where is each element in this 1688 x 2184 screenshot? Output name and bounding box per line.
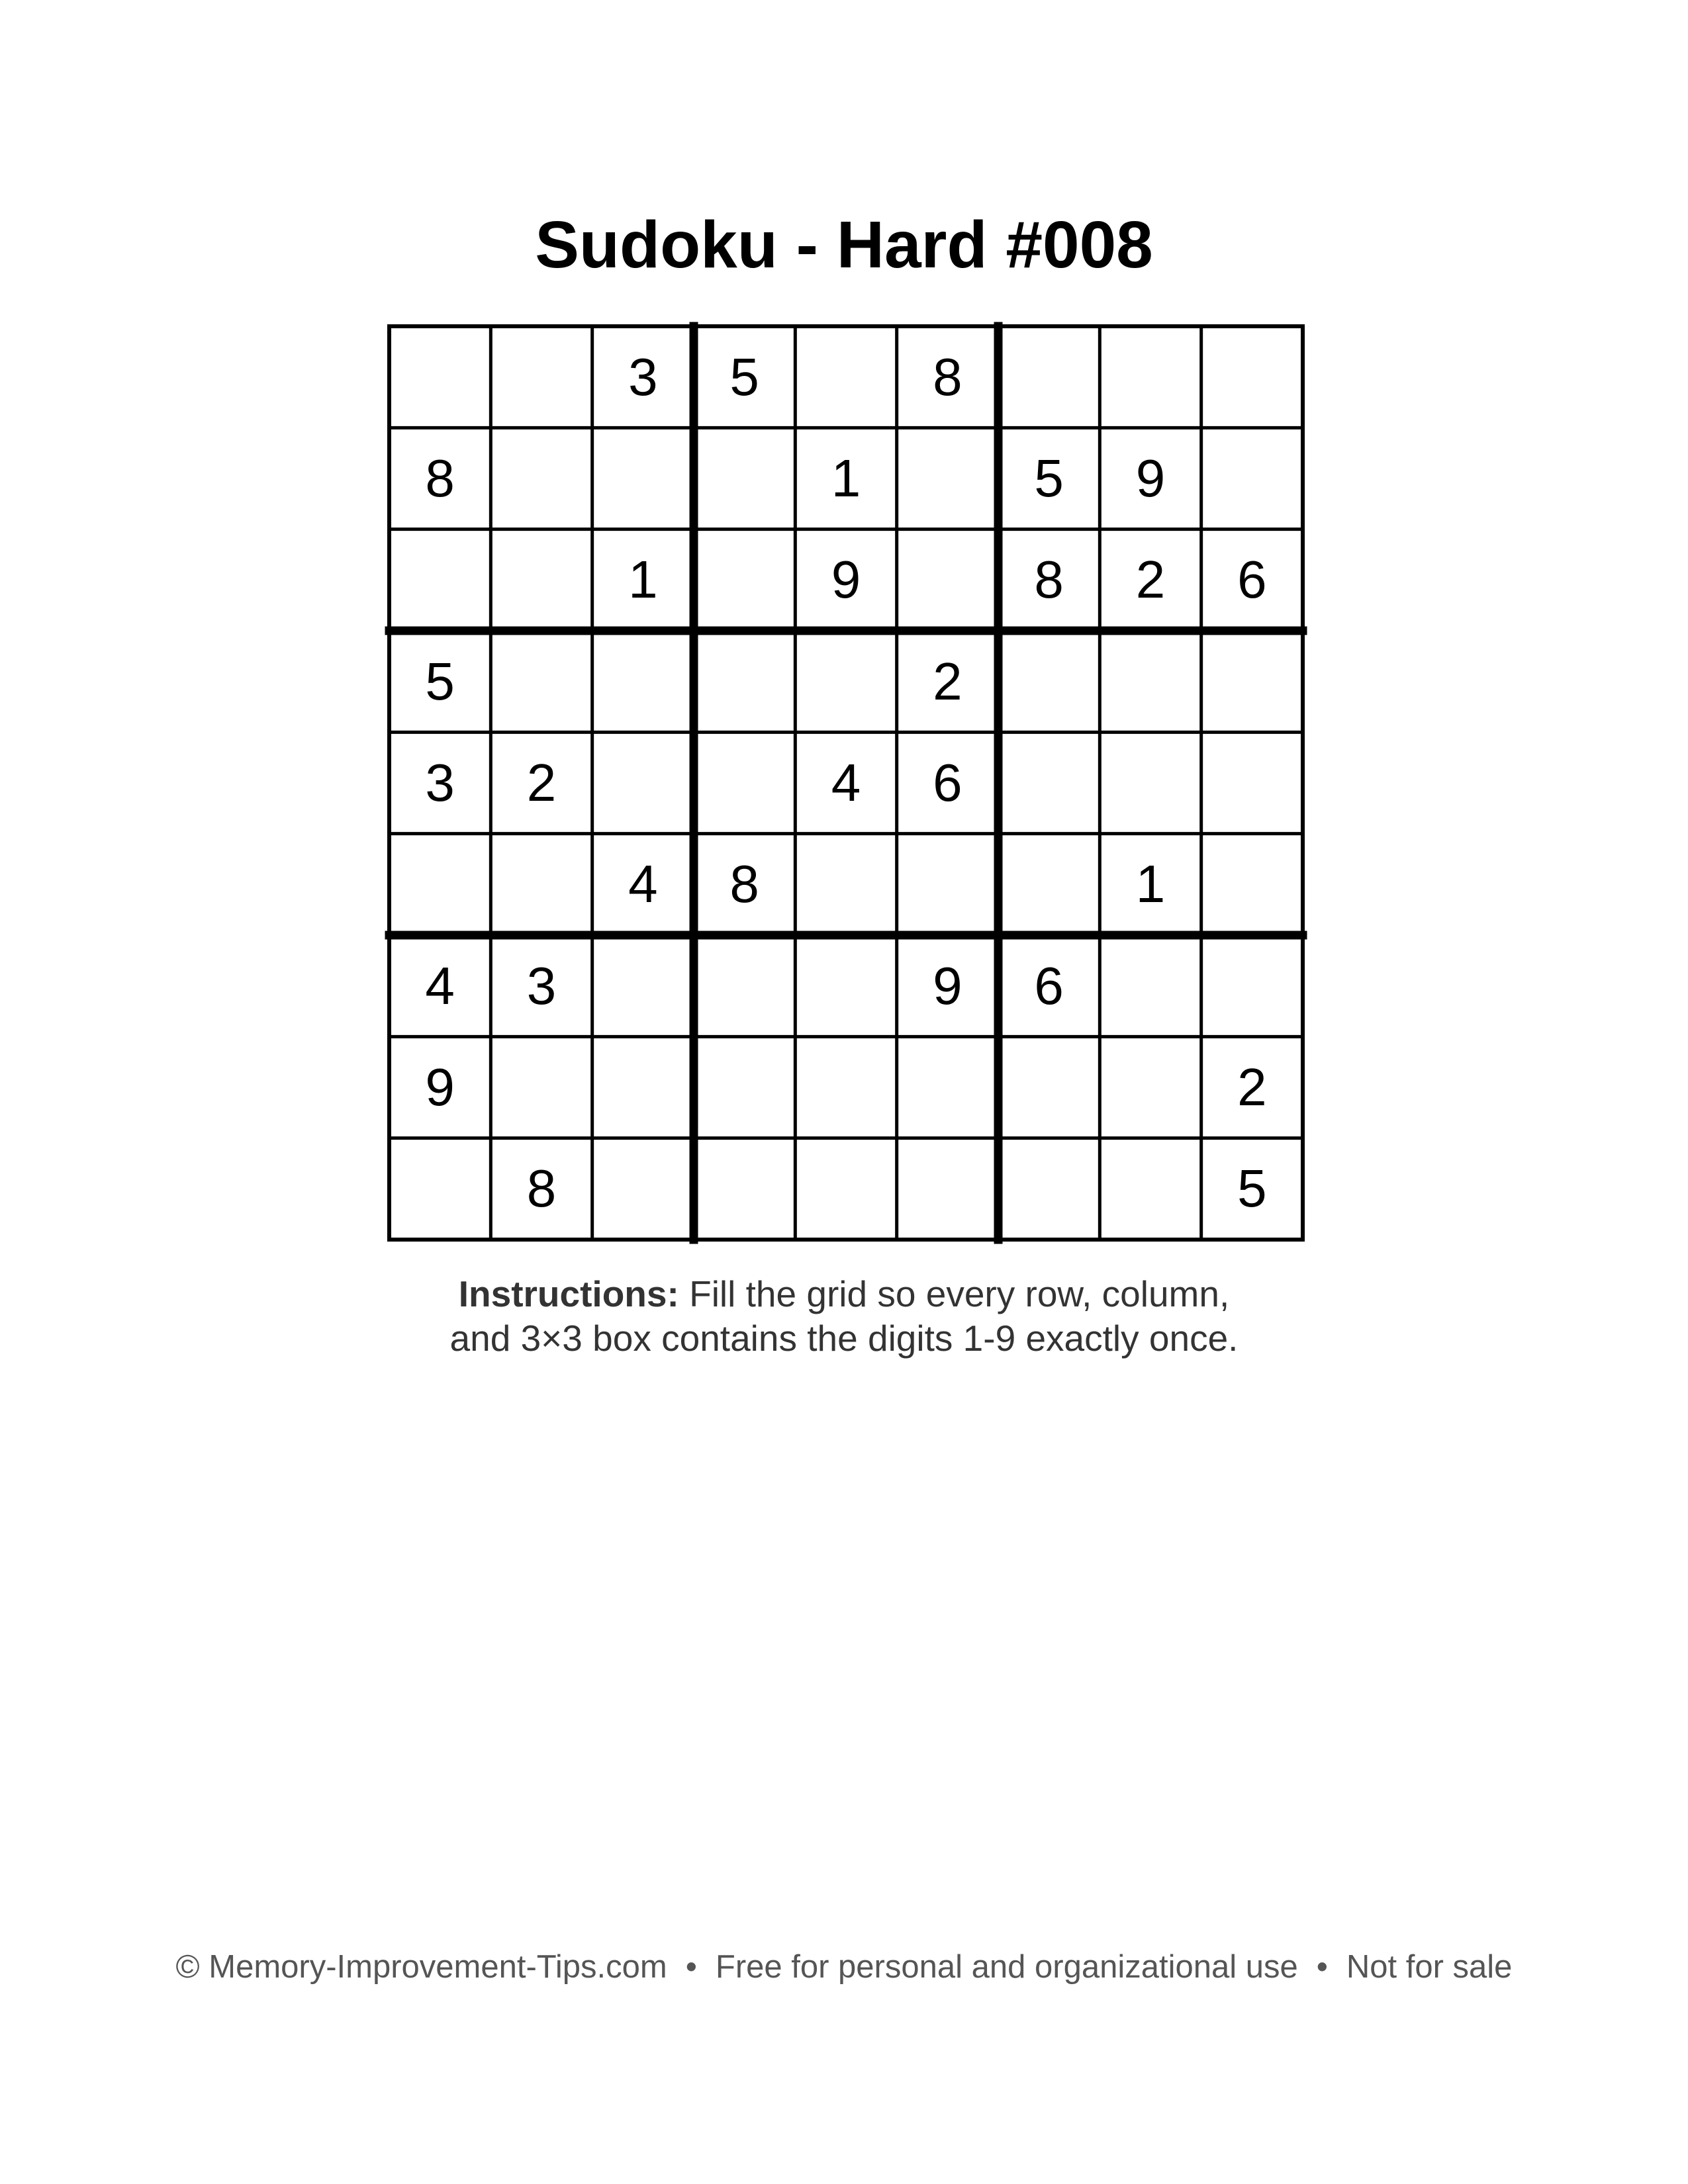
- empty-cell[interactable]: [1100, 631, 1201, 732]
- empty-cell[interactable]: [592, 428, 694, 529]
- given-cell[interactable]: 2: [933, 651, 962, 711]
- given-cell[interactable]: 5: [729, 347, 759, 406]
- given-cell[interactable]: 9: [425, 1057, 455, 1116]
- empty-cell[interactable]: [1100, 732, 1201, 833]
- instructions-text-1: Fill the grid so every row, column,: [689, 1273, 1230, 1314]
- empty-cell[interactable]: [897, 1138, 998, 1240]
- given-cell[interactable]: 5: [1034, 448, 1064, 508]
- empty-cell[interactable]: [998, 1138, 1100, 1240]
- given-cell[interactable]: 1: [628, 550, 658, 610]
- empty-cell[interactable]: [1201, 326, 1303, 428]
- empty-cell[interactable]: [389, 834, 491, 935]
- given-cell[interactable]: 5: [425, 651, 455, 711]
- instructions-text-2: and 3×3 box contains the digits 1-9 exactly once.: [449, 1318, 1239, 1359]
- instructions-label: Instructions:: [458, 1273, 679, 1314]
- empty-cell[interactable]: [592, 1036, 694, 1138]
- footer-separator: •: [1316, 1949, 1328, 1985]
- empty-cell[interactable]: [694, 428, 795, 529]
- empty-cell[interactable]: [998, 834, 1100, 935]
- given-cell[interactable]: 8: [425, 448, 455, 508]
- given-cell[interactable]: 2: [1237, 1057, 1267, 1116]
- empty-cell[interactable]: [795, 834, 896, 935]
- footer: [0, 1947, 1688, 1987]
- empty-cell[interactable]: [491, 834, 592, 935]
- given-cell[interactable]: 8: [933, 347, 962, 406]
- empty-cell[interactable]: [694, 732, 795, 833]
- given-cell[interactable]: 3: [628, 347, 658, 406]
- given-cell[interactable]: 5: [1237, 1159, 1267, 1218]
- empty-cell[interactable]: [694, 1036, 795, 1138]
- empty-cell[interactable]: [592, 631, 694, 732]
- given-cell[interactable]: 4: [425, 956, 455, 1015]
- given-cell[interactable]: 6: [933, 752, 962, 812]
- given-cell[interactable]: 6: [1034, 956, 1064, 1015]
- given-cell[interactable]: 1: [831, 448, 861, 508]
- given-cell[interactable]: 9: [831, 550, 861, 610]
- empty-cell[interactable]: [897, 1036, 998, 1138]
- footer-not-for-sale: Not for sale: [1346, 1949, 1513, 1985]
- page-title: Sudoku - Hard #008: [535, 208, 1153, 282]
- empty-cell[interactable]: [1100, 1138, 1201, 1240]
- footer-separator: •: [685, 1949, 697, 1985]
- given-cell[interactable]: 6: [1237, 550, 1267, 610]
- given-cell[interactable]: 8: [1034, 550, 1064, 610]
- empty-cell[interactable]: [389, 529, 491, 631]
- given-cell[interactable]: 2: [1135, 550, 1166, 610]
- empty-cell[interactable]: [694, 1138, 795, 1240]
- empty-cell[interactable]: [998, 326, 1100, 428]
- empty-cell[interactable]: [1201, 732, 1303, 833]
- empty-cell[interactable]: [1201, 834, 1303, 935]
- empty-cell[interactable]: [1201, 631, 1303, 732]
- empty-cell[interactable]: [491, 326, 592, 428]
- empty-cell[interactable]: [694, 935, 795, 1036]
- given-cell[interactable]: 8: [526, 1159, 557, 1218]
- empty-cell[interactable]: [1100, 1036, 1201, 1138]
- given-cell[interactable]: 4: [831, 752, 861, 812]
- empty-cell[interactable]: [694, 631, 795, 732]
- empty-cell[interactable]: [897, 834, 998, 935]
- empty-cell[interactable]: [998, 1036, 1100, 1138]
- empty-cell[interactable]: [389, 326, 491, 428]
- given-cell[interactable]: 8: [729, 854, 759, 914]
- empty-cell[interactable]: [491, 631, 592, 732]
- empty-cell[interactable]: [592, 732, 694, 833]
- instructions-line-1: [0, 1272, 1688, 1316]
- empty-cell[interactable]: [1201, 935, 1303, 1036]
- given-cell[interactable]: 3: [425, 752, 455, 812]
- empty-cell[interactable]: [1201, 428, 1303, 529]
- given-cell[interactable]: 2: [526, 752, 557, 812]
- given-cell[interactable]: 1: [1135, 854, 1166, 914]
- empty-cell[interactable]: [795, 326, 896, 428]
- empty-cell[interactable]: [491, 1036, 592, 1138]
- sudoku-grid: [389, 326, 1303, 1240]
- empty-cell[interactable]: [592, 935, 694, 1036]
- given-cell[interactable]: 3: [526, 956, 557, 1015]
- empty-cell[interactable]: [897, 428, 998, 529]
- empty-cell[interactable]: [389, 1138, 491, 1240]
- empty-cell[interactable]: [998, 732, 1100, 833]
- empty-cell[interactable]: [694, 529, 795, 631]
- given-cell[interactable]: 9: [933, 956, 962, 1015]
- empty-cell[interactable]: [1100, 935, 1201, 1036]
- instructions: [0, 1272, 1688, 1361]
- footer-usage: Free for personal and organizational use: [715, 1949, 1298, 1985]
- empty-cell[interactable]: [998, 631, 1100, 732]
- empty-cell[interactable]: [795, 935, 896, 1036]
- footer-copyright: © Memory-Improvement-Tips.com: [175, 1949, 667, 1985]
- empty-cell[interactable]: [491, 529, 592, 631]
- empty-cell[interactable]: [795, 1036, 896, 1138]
- empty-cell[interactable]: [897, 529, 998, 631]
- given-cell[interactable]: 9: [1135, 448, 1166, 508]
- given-cell[interactable]: 4: [628, 854, 658, 914]
- grid-cells: [389, 326, 1303, 1240]
- empty-cell[interactable]: [592, 1138, 694, 1240]
- empty-cell[interactable]: [1100, 326, 1201, 428]
- empty-cell[interactable]: [795, 631, 896, 732]
- empty-cell[interactable]: [795, 1138, 896, 1240]
- empty-cell[interactable]: [491, 428, 592, 529]
